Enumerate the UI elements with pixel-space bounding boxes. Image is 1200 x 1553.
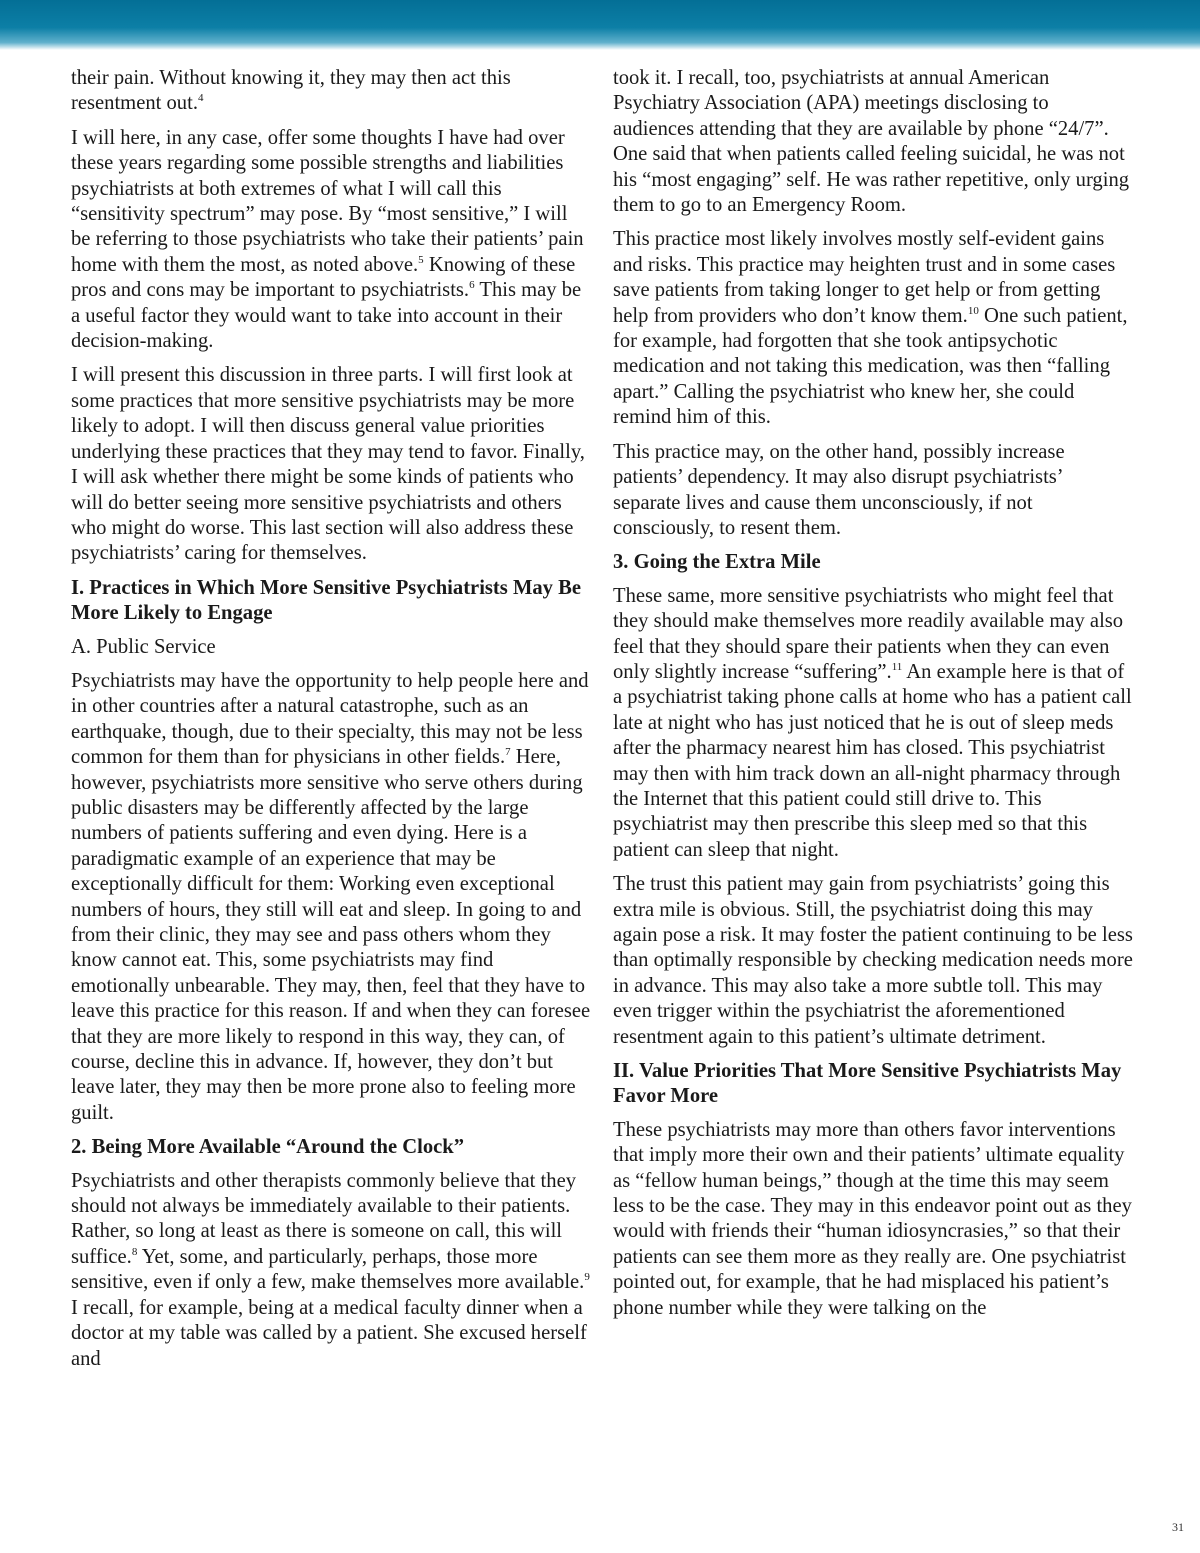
- header-banner: [0, 0, 1200, 50]
- paragraph: took it. I recall, too, psychiatrists at annual American Psychiatry Association (APA) meetings disclosing to audiences attending that they are available by phone “24/7”. One said that when patients called feeling suicidal, he was not his “most engaging” self. He was rather repetitive, only urging them to go to an Emergency Room.: [613, 67, 1130, 217]
- footnote-ref: 9: [584, 1271, 590, 1284]
- right-column: [613, 66, 1133, 1330]
- section-heading: 3. Going the Extra Mile: [613, 551, 821, 574]
- footnote-ref: 4: [197, 92, 204, 105]
- footnote-ref: 7: [505, 746, 511, 759]
- paragraph: This practice most likely involves mostly self-evident gains and risks. This practice may heighten trust and in some cases save patients from taking longer to get help or from getting help from providers who don’t know them.$^{10}$ One such patient, for example, had forgotten that she took antipsychotic medication and not taking this medication, was then “falling apart.” Calling the psychiatrist who knew her, she could remind him of this.: [613, 228, 1128, 429]
- section-heading: 2. Being More Available “Around the Clock”: [71, 1136, 465, 1159]
- section-heading: I. Practices in Which More Sensitive Psychiatrists May Be More Likely to Engage: [71, 576, 582, 625]
- paragraph: Psychiatrists may have the opportunity to help people here and in other countries after a natural catastrophe, such as an earthquake, though, due to their specialty, this may not be less common for them than for physicians in other fields.$^7$ Here, however, psychiatrists more sensitive who serve others during public disasters may be differently affected by the large numbers of patients suffering and even dying. Here is a paradigmatic example of an experience that may be exceptionally difficult for them: Working even exceptional numbers of hours, they still will eat and sleep. In going to and from their clinic, they may see and pass others whom they know cannot eat. This, some psychiatrists may find emotionally unbearable. They may, then, feel that they have to leave this practice for this reason. If and when they can foresee that they are more likely to respond in this way, they can, of course, decline this in advance. If, however, they don’t but leave later, they may then be more prone also to feeling more guilt.: [71, 669, 591, 1124]
- page-number: 31: [1172, 1520, 1184, 1534]
- paragraph: These same, more sensitive psychiatrists who might feel that they should make themselves more readily available may also feel that they should spare their patients when they can even only slightly increase “suffering”.$^{11}$ An example here is that of a psychiatrist taking phone calls at home who has a patient call late at night who has just noticed that he is out of sleep meds after the pharmacy nearest him has closed. This psychiatrist may then with him track down an all-night pharmacy through the Internet that this patient could still drive to. This psychiatrist may then prescribe this sleep med so that this patient can sleep that night.: [613, 584, 1132, 861]
- paragraph: These psychiatrists may more than others favor interventions that imply more their own and their patients’ ultimate equality as “fellow human beings,” though at the time this may seem less to be the case. They may in this endeavor point out as they would with friends their “human idiosyncrasies,” so that their patients can see them more as they really are. One psychiatrist pointed out, for example, that he had misplaced his patient’s phone number while they were talking on the: [613, 1118, 1132, 1319]
- section-heading: II. Value Priorities That More Sensitive Psychiatrists May Favor More: [613, 1060, 1122, 1108]
- paragraph: The trust this patient may gain from psychiatrists’ going this extra mile is obvious. Still, the psychiatrist doing this may again pose a risk. It may foster the patient continuing to be less than optimally responsible by checking medication needs more in advance. This may also take a more subtle toll. This may even trigger within the psychiatrist the aforementioned resentment again to this patient’s ultimate detriment.: [613, 873, 1133, 1048]
- subsection-heading: A. Public Service: [71, 635, 216, 658]
- footnote-ref: 6: [469, 279, 475, 292]
- paragraph: I will present this discussion in three parts. I will first look at some practices that more sensitive psychiatrists may be more likely to adopt. I will then discuss general value priorities underlying these practices that they may tend to favor. Finally, I will ask whether there might be some kinds of patients who will do better seeing more sensitive psychiatrists and others who might do worse. This last section will also address these psychiatrists’ caring for themselves.: [71, 364, 585, 565]
- footnote-ref: 10: [967, 304, 979, 317]
- footnote-ref: 8: [131, 1245, 138, 1258]
- paragraph: I will here, in any case, offer some thoughts I have had over these years regarding some possible strengths and liabilities psychiatrists at both extremes of what I will call this “sensitivity spectrum” may pose. By “most sensitive,” I will be referring to those psychiatrists who take their patients’ pain home with them the most, as noted above.$^5$ Knowing of these pros and cons may be important to psychiatrists.$^6$ This may be a useful factor they would want to take into account in their decision-making.: [71, 126, 584, 353]
- paragraph: This practice may, on the other hand, possibly increase patients’ dependency. It may also disrupt psychiatrists’ separate lives and cause them unconsciously, if not consciously, to resent them.: [613, 440, 1065, 539]
- paragraph: Psychiatrists and other therapists commonly believe that they should not always be immediately available to their patients. Rather, so long at least as there is someone on call, this will suffice.$^8$ Yet, some, and particularly, perhaps, those more sensitive, even if only a few, make themselves more available.$^9$ I recall, for example, being at a medical faculty dinner when a doctor at my table was called by a patient. She excused herself and: [71, 1169, 590, 1370]
- left-column: [71, 66, 591, 1381]
- footnote-ref: 5: [418, 253, 424, 266]
- paragraph: their pain. Without knowing it, they may then act this resentment out.$^4$: [71, 67, 511, 115]
- footnote-ref: 11: [891, 660, 903, 673]
